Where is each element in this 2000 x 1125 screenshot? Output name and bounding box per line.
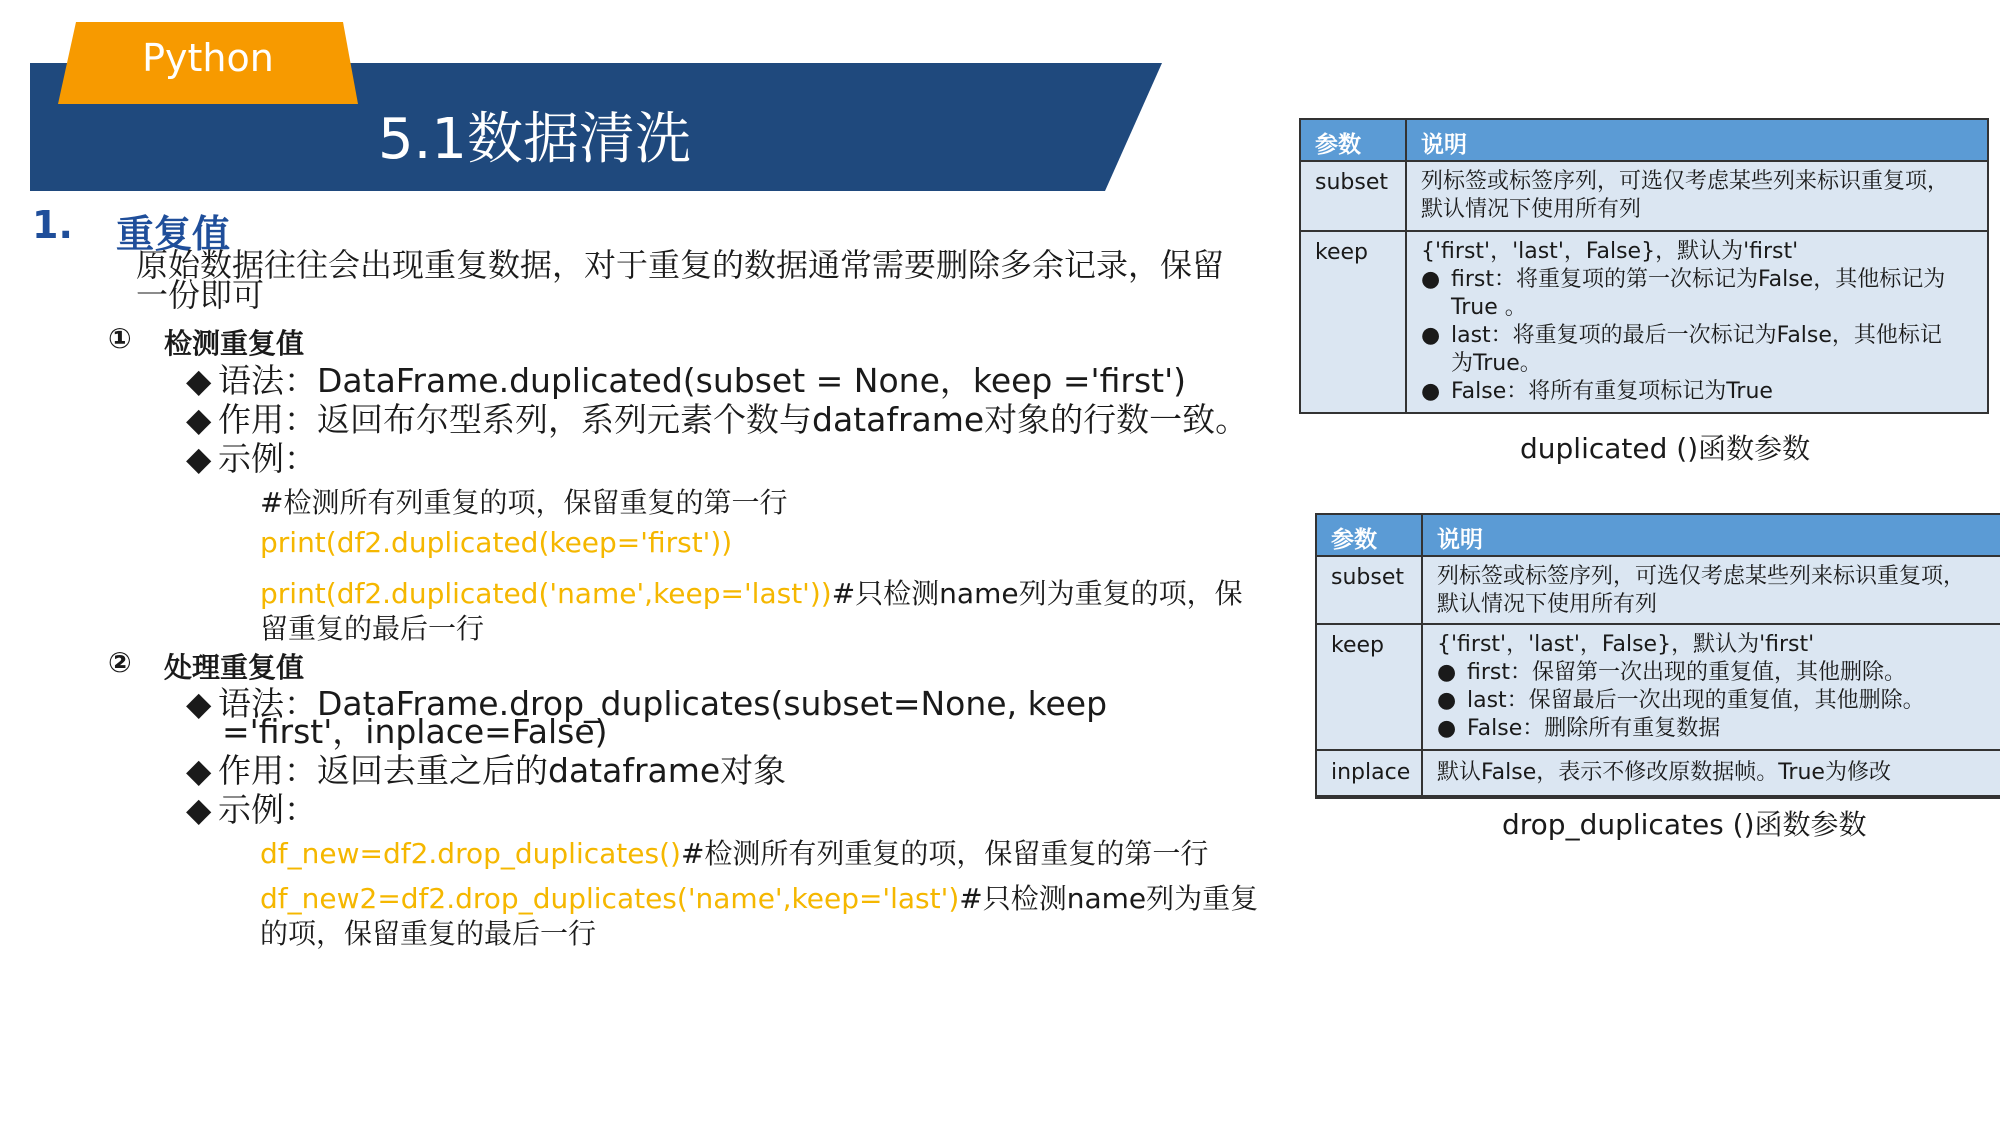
detect-code-2-code: print(df2.duplicated('name',keep='last')) [260, 577, 832, 610]
drop-duplicates-params-table [1315, 513, 2000, 799]
keep-bullet-cont: True 。 [1451, 295, 1527, 320]
desc-line: {'first'，'last'，False}，默认为'first' [1437, 632, 1815, 657]
drop-syntax-text: 语法：DataFrame.drop_duplicates(subset=None, keep [218, 684, 1108, 723]
param-desc: 默认False，表示不修改原数据帧。True为修改 [1437, 760, 1891, 785]
header-desc: 说明 [1421, 132, 1467, 158]
python-tag-label: Python [142, 36, 274, 80]
header-desc: 说明 [1437, 527, 1483, 553]
table1-caption: duplicated ()函数参数 [1520, 432, 1811, 465]
param-name: subset [1315, 170, 1388, 195]
table2-caption: drop_duplicates ()函数参数 [1502, 808, 1867, 841]
diamond-bullet-icon: ◆ [186, 439, 212, 478]
table-row [1317, 751, 2000, 797]
desc-line: 默认情况下使用所有列 [1421, 197, 1642, 222]
desc-line: 默认情况下使用所有列 [1437, 592, 1658, 617]
detect-code-1: print(df2.duplicated(keep='first')) [260, 526, 733, 559]
keep-bullet [1421, 378, 1981, 406]
detect-comment: #检测所有列重复的项，保留重复的第一行 [260, 486, 788, 519]
bullet-icon: ● [1421, 267, 1441, 292]
keep-bullet [1437, 687, 1997, 715]
table-header [1317, 515, 2000, 557]
column-divider [1421, 515, 1423, 797]
table-row [1317, 557, 2000, 625]
diamond-bullet-icon: ◆ [186, 361, 212, 400]
page-title: 5.1数据清洗 [378, 107, 692, 172]
param-name: keep [1331, 633, 1384, 658]
detect-marker: ① [108, 322, 132, 355]
param-name: subset [1331, 565, 1404, 590]
param-desc [1437, 631, 1997, 743]
intro-paragraph: 原始数据往往会出现重复数据，对于重复的数据通常需要删除多余记录，保留一份即可 [136, 246, 1225, 314]
param-desc [1437, 563, 1965, 619]
desc-line: 列标签或标签序列，可选仅考虑某些列来标识重复项， [1421, 169, 1950, 194]
desc-line: 列标签或标签序列，可选仅考虑某些列来标识重复项， [1437, 564, 1966, 589]
diamond-bullet-icon: ◆ [186, 400, 212, 439]
table-row [1301, 162, 1987, 232]
section-title: 重复值 [116, 212, 231, 256]
bullet-icon: ● [1437, 660, 1457, 685]
column-divider [1405, 120, 1407, 412]
drop-example [186, 784, 317, 831]
drop-syntax-cont: ='first'，inplace=False) [222, 712, 608, 751]
param-name: keep [1315, 240, 1368, 265]
param-desc [1421, 168, 1949, 224]
keep-bullet [1437, 715, 1997, 743]
drop-code-1-comment: #检测所有列重复的项，保留重复的第一行 [680, 837, 1209, 870]
keep-bullet-text: first：将重复项的第一次标记为False，其他标记为 [1451, 267, 1946, 292]
duplicated-params-table [1299, 118, 1989, 414]
keep-bullet-text: last：保留最后一次出现的重复值，其他删除。 [1467, 688, 1925, 713]
table-row [1317, 625, 2000, 751]
diamond-bullet-icon: ◆ [186, 790, 212, 829]
drop-code-2 [260, 877, 1258, 917]
keep-bullet-text: False：删除所有重复数据 [1467, 716, 1721, 741]
drop-code-1 [260, 832, 1208, 872]
section-number: 1. [32, 203, 73, 247]
bullet-icon: ● [1421, 379, 1441, 404]
keep-bullet-cont: 为True。 [1451, 351, 1542, 376]
drop-example-label: 示例： [218, 790, 317, 829]
diamond-bullet-icon: ◆ [186, 751, 212, 790]
drop-effect-text: 作用：返回去重之后的dataframe对象 [218, 751, 787, 790]
detect-example-label: 示例： [218, 439, 317, 478]
bullet-icon: ● [1437, 716, 1457, 741]
drop-code-2-comment: #只检测name列为重复 [959, 882, 1259, 915]
desc-line: {'first'，'last'，False}，默认为'first' [1421, 239, 1799, 264]
detect-code-2-comment-cont: 留重复的最后一行 [260, 612, 485, 645]
diamond-bullet-icon: ◆ [186, 684, 212, 723]
keep-bullet [1437, 659, 1997, 687]
detect-code-2 [260, 572, 1243, 612]
detect-syntax-text: 语法：DataFrame.duplicated(subset = None，keep ='first') [218, 361, 1187, 400]
bullet-icon: ● [1421, 323, 1441, 348]
detect-code-2-comment: #只检测name列为重复的项，保 [831, 577, 1243, 610]
drop-heading: 处理重复值 [164, 651, 305, 684]
bullet-icon: ● [1437, 688, 1457, 713]
keep-bullet [1421, 266, 1981, 294]
detect-example [186, 433, 317, 480]
drop-code-1-code: df_new=df2.drop_duplicates() [260, 837, 681, 870]
table-header [1301, 120, 1987, 162]
detect-heading: 检测重复值 [164, 327, 305, 360]
keep-bullet-text: first：保留第一次出现的重复值，其他删除。 [1467, 660, 1906, 685]
drop-code-2-code: df_new2=df2.drop_duplicates('name',keep='last') [260, 882, 960, 915]
keep-bullet [1421, 322, 1981, 350]
detect-effect [186, 394, 1248, 441]
detect-effect-text: 作用：返回布尔型系列，系列元素个数与dataframe对象的行数一致。 [218, 400, 1249, 439]
keep-bullet-text: last：将重复项的最后一次标记为False，其他标记 [1451, 323, 1942, 348]
table-row [1301, 232, 1987, 414]
header-param: 参数 [1315, 132, 1361, 158]
drop-marker: ② [108, 646, 132, 679]
header-param: 参数 [1331, 527, 1377, 553]
param-desc [1421, 238, 1981, 406]
drop-code-2-comment-cont: 的项，保留重复的最后一行 [260, 917, 597, 950]
param-name: inplace [1331, 760, 1411, 785]
keep-bullet-text: False：将所有重复项标记为True [1451, 379, 1773, 404]
